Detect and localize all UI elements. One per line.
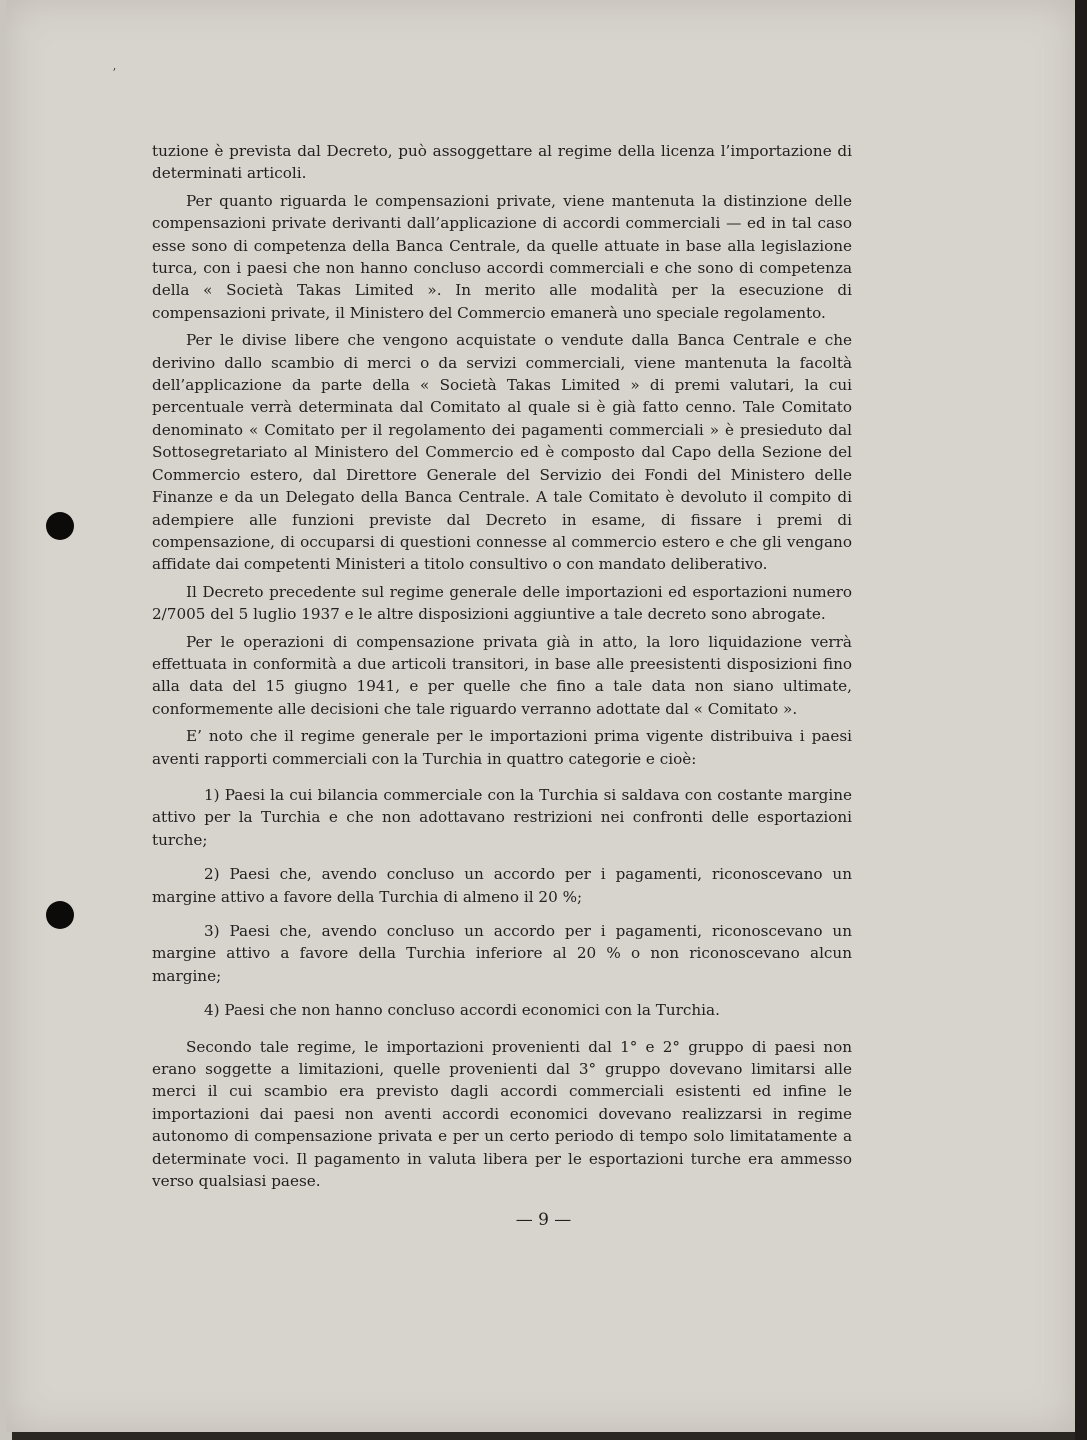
paragraph: Per le operazioni di compensazione privata già in atto, la loro liquidazione verrà effettuata in conformità a due articoli transitori, in base alle preesistenti disposizioni fino alla data del 15 giugno 1941, e per quelle che fino a tale data non siano ultimate, conformemente alle decisioni che tale riguardo verranno adottate dal « Comitato ».	[152, 632, 852, 718]
list-item: 1) Paesi la cui bilancia commerciale con la Turchia si saldava con costante margine attivo per la Turchia e che non adottavano restrizioni nei confronti delle esportazioni turche;	[152, 785, 852, 849]
closing-paragraph: Secondo tale regime, le importazioni provenienti dal 1° e 2° gruppo di paesi non erano soggette a limitazioni, quelle provenienti dal 3° gruppo dovevano limitarsi alle merci il cui scambio era previsto dagli accordi commerciali esistenti ed infine le importazioni dai paesi non aventi accordi economici dovevano realizzarsi in regime autonomo di compensazione privata e per un certo periodo di tempo solo limitatamente a determinate voci. Il pagamento in valuta libera per le esportazioni turche era ammesso verso qualsiasi paese.	[152, 1037, 852, 1191]
paragraph: tuzione è prevista dal Decreto, può assoggettare al regime della licenza l’importazione di determinati articoli.	[152, 142, 852, 183]
pencil-mark: ʼ	[112, 66, 116, 80]
paragraph: Il Decreto precedente sul regime generale delle importazioni ed esportazioni numero 2/7005 del 5 luglio 1937 e le altre disposizioni aggiuntive a tale decreto sono abrogate.	[152, 582, 852, 624]
paragraph: E’ noto che il regime generale per le importazioni prima vigente distribuiva i paesi aventi rapporti commerciali con la Turchia in quattro categorie e cioè:	[152, 727, 852, 768]
list-item: 4) Paesi che non hanno concluso accordi economici con la Turchia.	[204, 1001, 720, 1020]
punch-hole-upper	[46, 512, 74, 540]
list-item: 2) Paesi che, avendo concluso un accordo per i pagamenti, riconoscevano un margine attivo a favore della Turchia di almeno il 20 %;	[152, 865, 852, 906]
list-item: 3) Paesi che, avendo concluso un accordo per i pagamenti, riconoscevano un margine attivo a favore della Turchia inferiore al 20 % o non riconoscevano alcun margine;	[152, 922, 852, 985]
document-body	[152, 140, 852, 1197]
page-number: — 9 —	[515, 1210, 572, 1230]
paragraph: Per le divise libere che vengono acquistate o vendute dalla Banca Centrale e che derivino dallo scambio di merci o da servizi commerciali, viene mantenuta la facoltà dell’applicazione da parte della « Società Takas Limited » di premi valutari, la cui percentuale verrà determinata dal Comitato al quale si è già fatto cenno. Tale Comitato denominato « Comitato per il regolamento dei pagamenti commerciali » è presieduto dal Sottosegretariato al Ministero del Commercio ed è composto dal Capo della Sezione del Commercio estero, dal Direttore Generale del Servizio dei Fondi del Ministero delle Finanze e da un Delegato della Banca Centrale. A tale Comitato è devoluto il compito di adempiere alle funzioni previste dal Decreto in esame, di fissare i premi di compensazione, di occuparsi di questioni connesse al commercio estero e che gli vengano affidate dai competenti Ministeri a titolo consultivo o con mandato deliberativo.	[152, 331, 852, 574]
paragraph: Per quanto riguarda le compensazioni private, viene mantenuta la distinzione delle compensazioni private derivanti dall’applicazione di accordi commerciali — ed in tal caso esse sono di competenza della Banca Centrale, da quelle attuate in base alla legislazione turca, con i paesi che non hanno concluso accordi commerciali e che sono di competenza della « Società Takas Limited ». In merito alle modalità per la esecuzione di compensazioni private, il Ministero del Commercio emanerà uno speciale regolamento.	[152, 191, 852, 322]
punch-hole-lower	[46, 901, 74, 929]
